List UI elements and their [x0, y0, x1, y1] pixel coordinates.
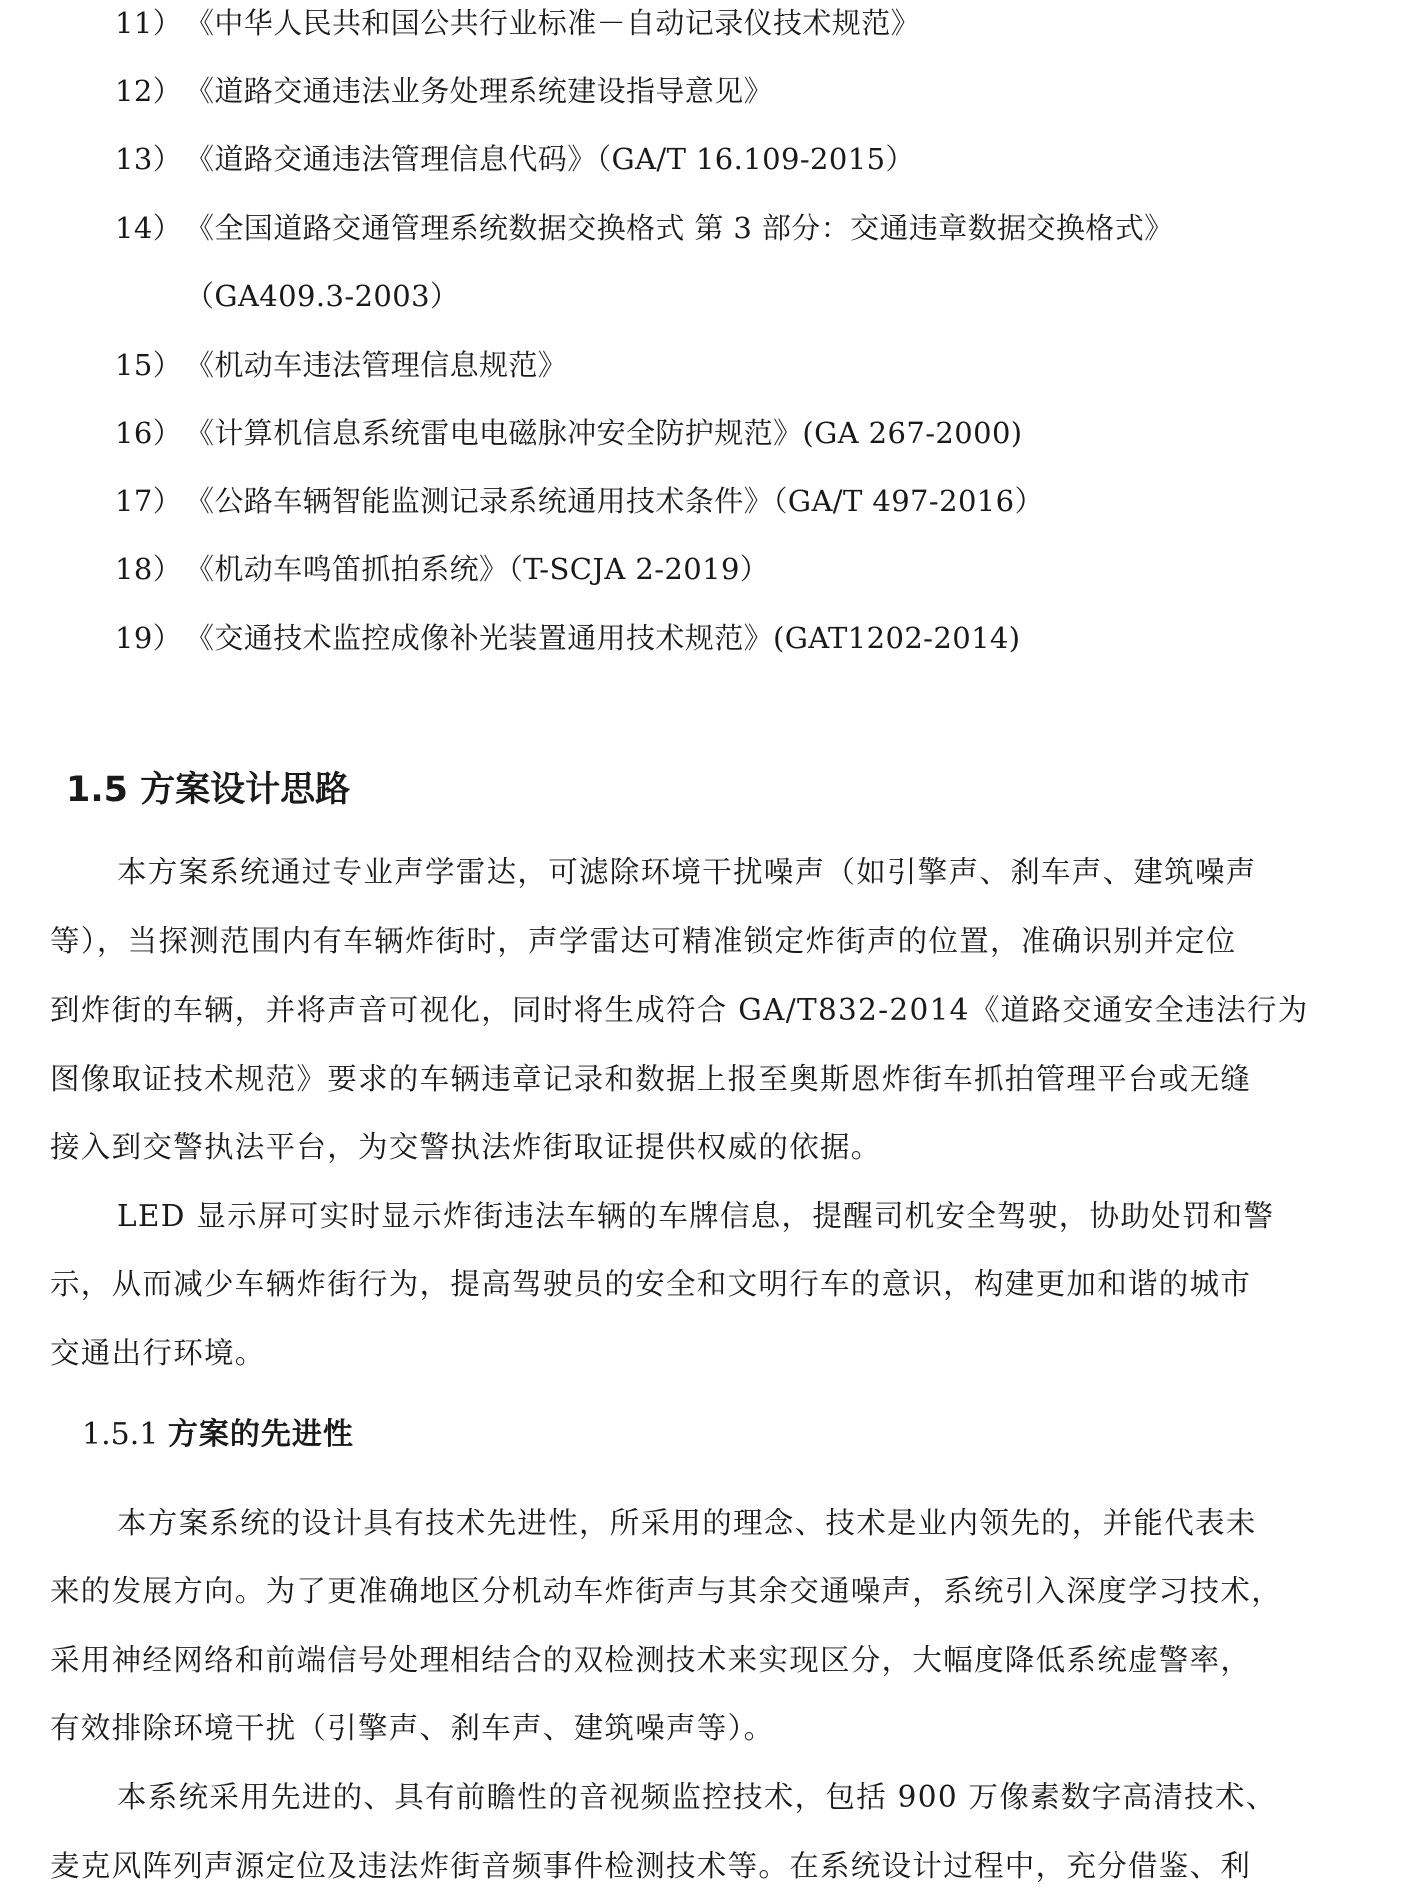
reference-text: 《机动车违法管理信息规范》 — [185, 348, 568, 382]
paragraph-line: 采用神经网络和前端信号处理相结合的双检测技术来实现区分，大幅度降低系统虚警率， — [50, 1643, 1252, 1677]
reference-text: 《交通技术监控成像补光装置通用技术规范》(GAT1202-2014) — [185, 621, 1021, 655]
reference-item — [115, 345, 567, 385]
reference-text: 《道路交通违法管理信息代码》（GA/T 16.109-2015） — [185, 142, 915, 176]
paragraph-line: 图像取证技术规范》要求的车辆违章记录和数据上报至奥斯恩炸街车抓拍管理平台或无缝 — [50, 1062, 1252, 1096]
reference-number: 16） — [115, 416, 183, 450]
paragraph-line: 麦克风阵列声源定位及违法炸街音频事件检测技术等。在系统设计过程中，充分借鉴、利 — [50, 1849, 1252, 1883]
reference-number: 13） — [115, 142, 183, 176]
paragraph-line: LED 显示屏可实时显示炸街违法车辆的车牌信息，提醒司机安全驾驶，协助处罚和警 — [117, 1199, 1275, 1233]
paragraph-line: 交通出行环境。 — [50, 1336, 266, 1370]
paragraph-line: 本方案系统的设计具有技术先进性，所采用的理念、技术是业内领先的，并能代表未 — [117, 1506, 1257, 1540]
reference-item — [115, 618, 1021, 658]
paragraph-line: 接入到交警执法平台，为交警执法炸街取证提供权威的依据。 — [50, 1130, 882, 1164]
section-number: 1.5.1 — [82, 1417, 159, 1452]
paragraph-line: 等），当探测范围内有车辆炸街时，声学雷达可精准锁定炸街声的位置，准确识别并定位 — [50, 924, 1237, 958]
reference-item — [115, 413, 1023, 453]
reference-item — [115, 3, 920, 43]
reference-item — [115, 139, 915, 179]
reference-text: 《计算机信息系统雷电电磁脉冲安全防护规范》(GA 267-2000) — [185, 416, 1023, 450]
paragraph-line: 本方案系统通过专业声学雷达，可滤除环境干扰噪声（如引擎声、刹车声、建筑噪声 — [117, 855, 1257, 889]
reference-number: 15） — [115, 348, 183, 382]
paragraph-line: 到炸街的车辆，并将声音可视化，同时将生成符合 GA/T832-2014《道路交通安全违法行为 — [50, 993, 1309, 1027]
paragraph-line: 有效排除环境干扰（引擎声、刹车声、建筑噪声等）。 — [50, 1711, 775, 1745]
paragraph-line: 本系统采用先进的、具有前瞻性的音视频监控技术，包括 900 万像素数字高清技术、 — [117, 1780, 1277, 1814]
reference-item — [115, 71, 773, 111]
reference-item — [115, 549, 769, 589]
reference-text: 《道路交通违法业务处理系统建设指导意见》 — [185, 74, 774, 108]
reference-item — [115, 481, 1044, 521]
reference-text: 《全国道路交通管理系统数据交换格式 第 3 部分：交通违章数据交换格式》 — [185, 211, 1174, 245]
reference-text: 《机动车鸣笛抓拍系统》（T-SCJA 2-2019） — [185, 552, 770, 586]
reference-number: 17） — [115, 484, 183, 518]
reference-number: 14） — [115, 211, 183, 245]
reference-number: 18） — [115, 552, 183, 586]
reference-text: 《中华人民共和国公共行业标准－自动记录仪技术规范》 — [185, 6, 921, 40]
paragraph-line: 来的发展方向。为了更准确地区分机动车炸街声与其余交通噪声，系统引入深度学习技术， — [50, 1574, 1283, 1608]
section-heading-1-5: 1.5 方案设计思路 — [66, 770, 351, 810]
reference-number: 12） — [115, 74, 183, 108]
reference-number: 11） — [115, 6, 183, 40]
section-heading-1-5-1 — [82, 1413, 354, 1457]
reference-number: 19） — [115, 621, 183, 655]
paragraph-line: 示，从而减少车辆炸街行为，提高驾驶员的安全和文明行车的意识，构建更加和谐的城市 — [50, 1267, 1252, 1301]
reference-continuation: （GA409.3-2003） — [185, 279, 460, 313]
section-title: 方案的先进性 — [167, 1417, 354, 1452]
reference-text: 《公路车辆智能监测记录系统通用技术条件》（GA/T 497-2016） — [185, 484, 1044, 518]
reference-item — [115, 208, 1174, 248]
